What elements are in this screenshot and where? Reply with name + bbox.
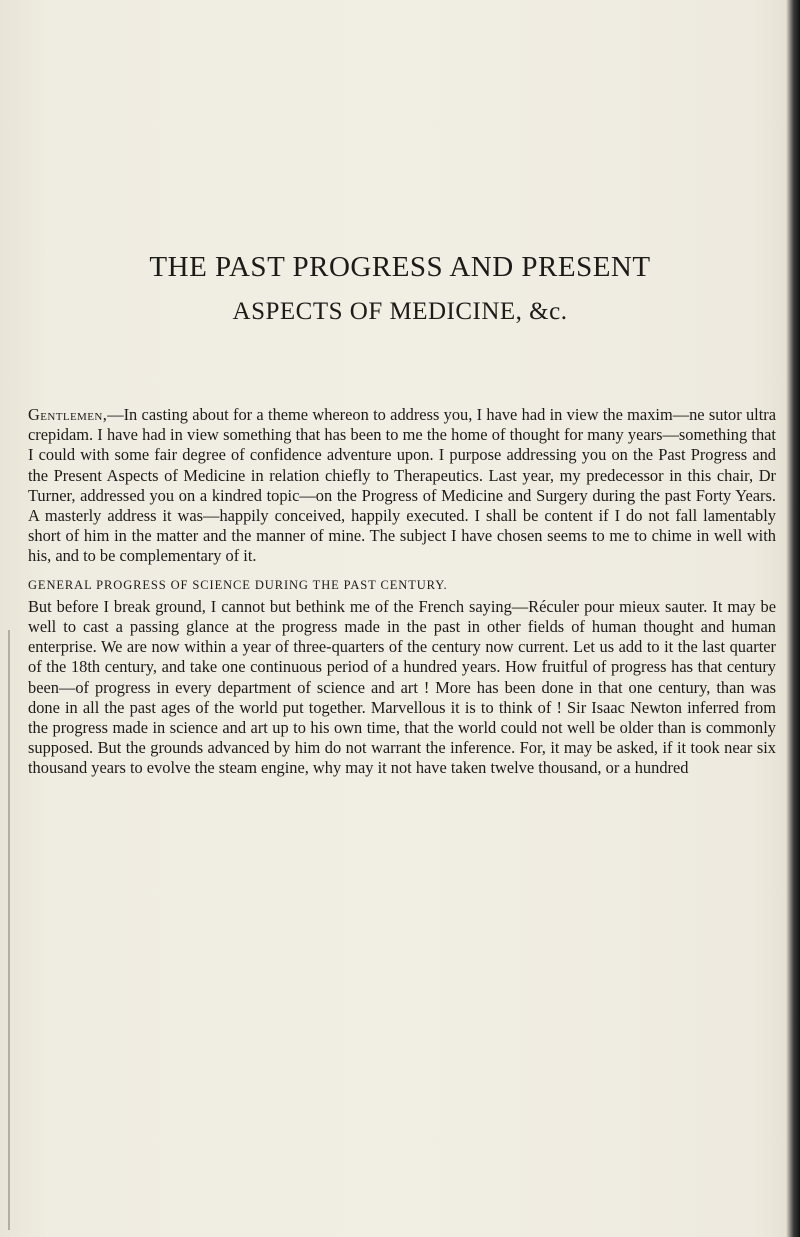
paragraph-1 [28,405,776,567]
margin-mark [8,630,10,1230]
salutation: Gentlemen, [28,405,108,424]
chapter-title-line-1: THE PAST PROGRESS AND PRESENT [149,251,651,283]
body-text [28,405,776,779]
paragraph-2: But before I break ground, I cannot but bethink me of the French saying—Réculer pour mieux sauter. It may be well to cast a passing glance at the progress made in the past in other fields of human thought and human enterprise. We are now within a year of three-quarters of the century now current. Let us add to it the last quarter of the 18th century, and take one continuous period of a hundred years. How fruitful of progress has that century been—of progress in every department of science and art ! More has been done in that one century, than was done in all the past ages of the world put together. Marvellous it is to think of ! Sir Isaac Newton inferred from the progress made in science and art up to his own time, that the world could not well be older than is commonly supposed. But the grounds advanced by him do not warrant the inference. For, it may be asked, if it took near six thousand years to evolve the steam engine, why may it not have taken twelve thousand, or a hundred [28,596,776,778]
section-heading: GENERAL PROGRESS OF SCIENCE DURING THE PAST CENTURY. [28,577,448,592]
page-edge-shadow [786,0,800,1237]
chapter-title-line-2: ASPECTS OF MEDICINE, &c. [232,298,568,325]
paragraph-1-text: —In casting about for a theme whereon to address you, I have had in view the maxim—ne sutor ultra crepidam. I have had in view something that has been to me the home of thought for many years—something that I could with some fair degree of confidence adventure upon. I purpose addressing you on the Past Progress and the Present Aspects of Medicine in relation chiefly to Therapeutics. Last year, my predecessor in this chair, Dr Turner, addressed you on a kindred topic—on the Progress of Medicine and Surgery during the past Forty Years. A masterly address it was—happily conceived, happily executed. I shall be content if I do not fall lamentably short of him in the matter and the manner of mine. The subject I have chosen seems to me to chime in well with his, and to be complementary of it. [28,405,776,566]
